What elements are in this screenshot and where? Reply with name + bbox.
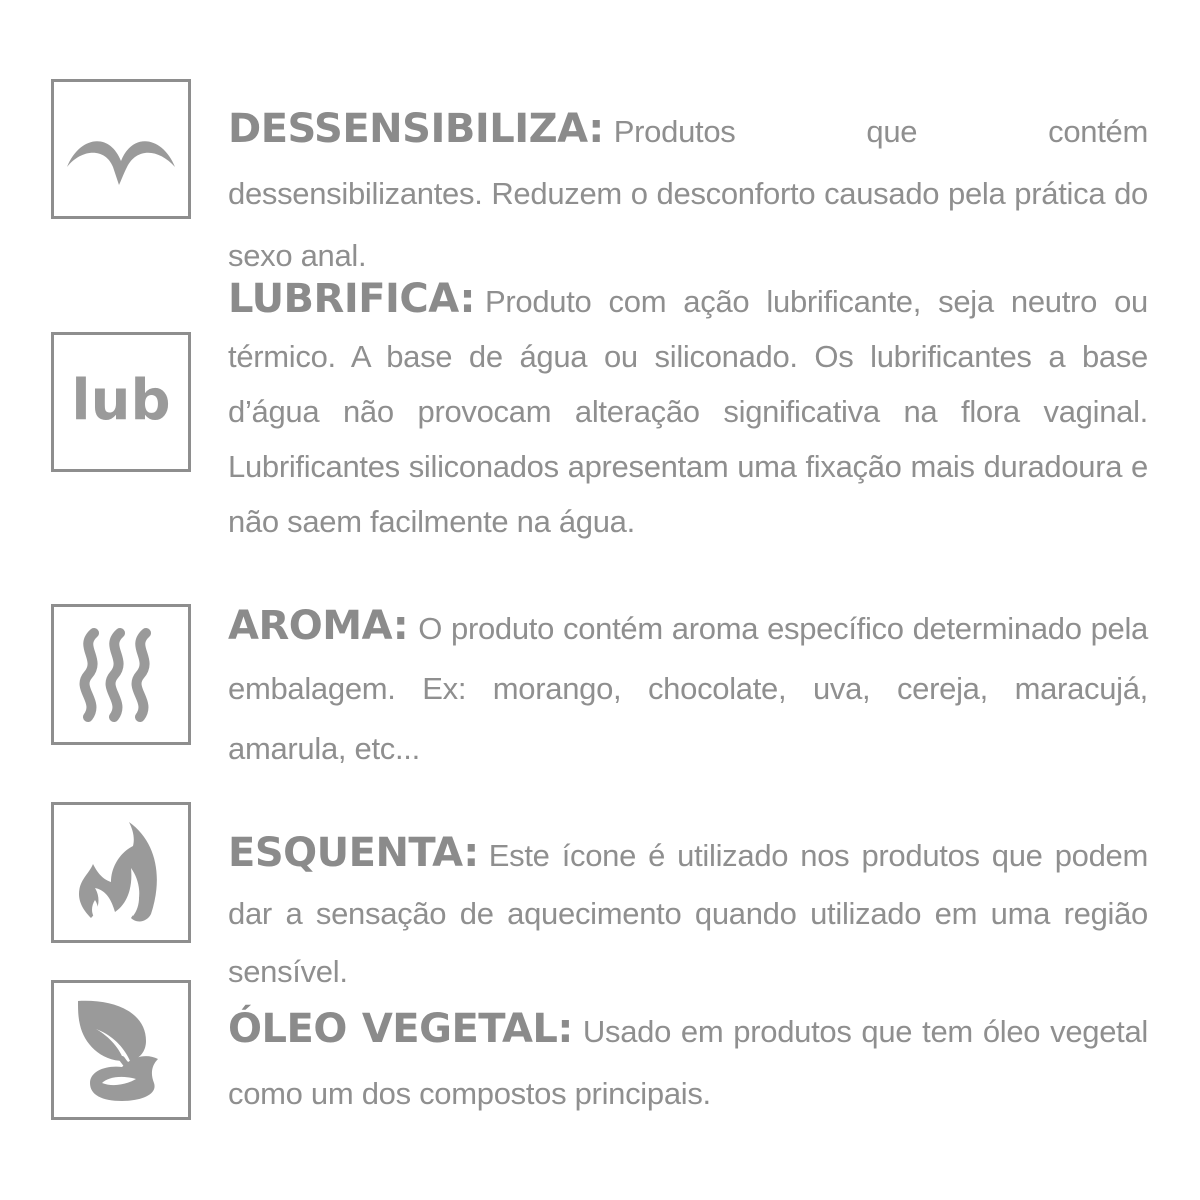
feature-title: ÓLEO VEGETAL:	[228, 1006, 573, 1052]
feature-title: LUBRIFICA:	[228, 276, 475, 322]
lub-icon	[61, 367, 181, 437]
icon-frame	[51, 980, 191, 1120]
icon-frame	[51, 802, 191, 943]
desensitize-icon	[61, 109, 181, 189]
feature-text	[228, 272, 1148, 549]
feature-text	[228, 824, 1148, 1001]
leaf-drop-icon	[66, 995, 176, 1105]
feature-title: AROMA:	[228, 603, 409, 649]
aroma-waves-icon	[76, 625, 166, 725]
feature-description: O produto contém aroma específico determinado pela embalagem. Ex: morango, chocolate, uva, cereja, maracujá, amarula, etc...	[228, 611, 1148, 766]
feature-title: ESQUENTA:	[228, 830, 479, 876]
feature-text	[228, 998, 1148, 1125]
icon-frame	[51, 604, 191, 745]
feature-description: Produtos que contém dessensibilizantes. Reduzem o desconforto causado pela prática do sexo anal.	[228, 114, 1148, 273]
feature-description: Este ícone é utilizado nos produtos que podem dar a sensação de aquecimento quando utilizado em uma região sensível.	[228, 838, 1148, 989]
lub-icon-text: lub	[71, 368, 171, 433]
feature-description: Usado em produtos que tem óleo vegetal como um dos compostos principais.	[228, 1014, 1149, 1111]
icon-frame	[51, 332, 191, 472]
flame-icon	[71, 818, 171, 928]
feature-description: Produto com ação lubrificante, seja neutro ou térmico. A base de água ou siliconado. Os lubrificantes a base d’água não provocam alteração significativa na flora vaginal. Lubrificantes siliconados apresentam uma fixação mais duradoura e não saem facilmente na água.	[228, 284, 1148, 539]
feature-title: DESSENSIBILIZA:	[228, 106, 604, 152]
feature-text	[228, 596, 1148, 779]
feature-text	[228, 98, 1148, 287]
icon-frame	[51, 79, 191, 219]
